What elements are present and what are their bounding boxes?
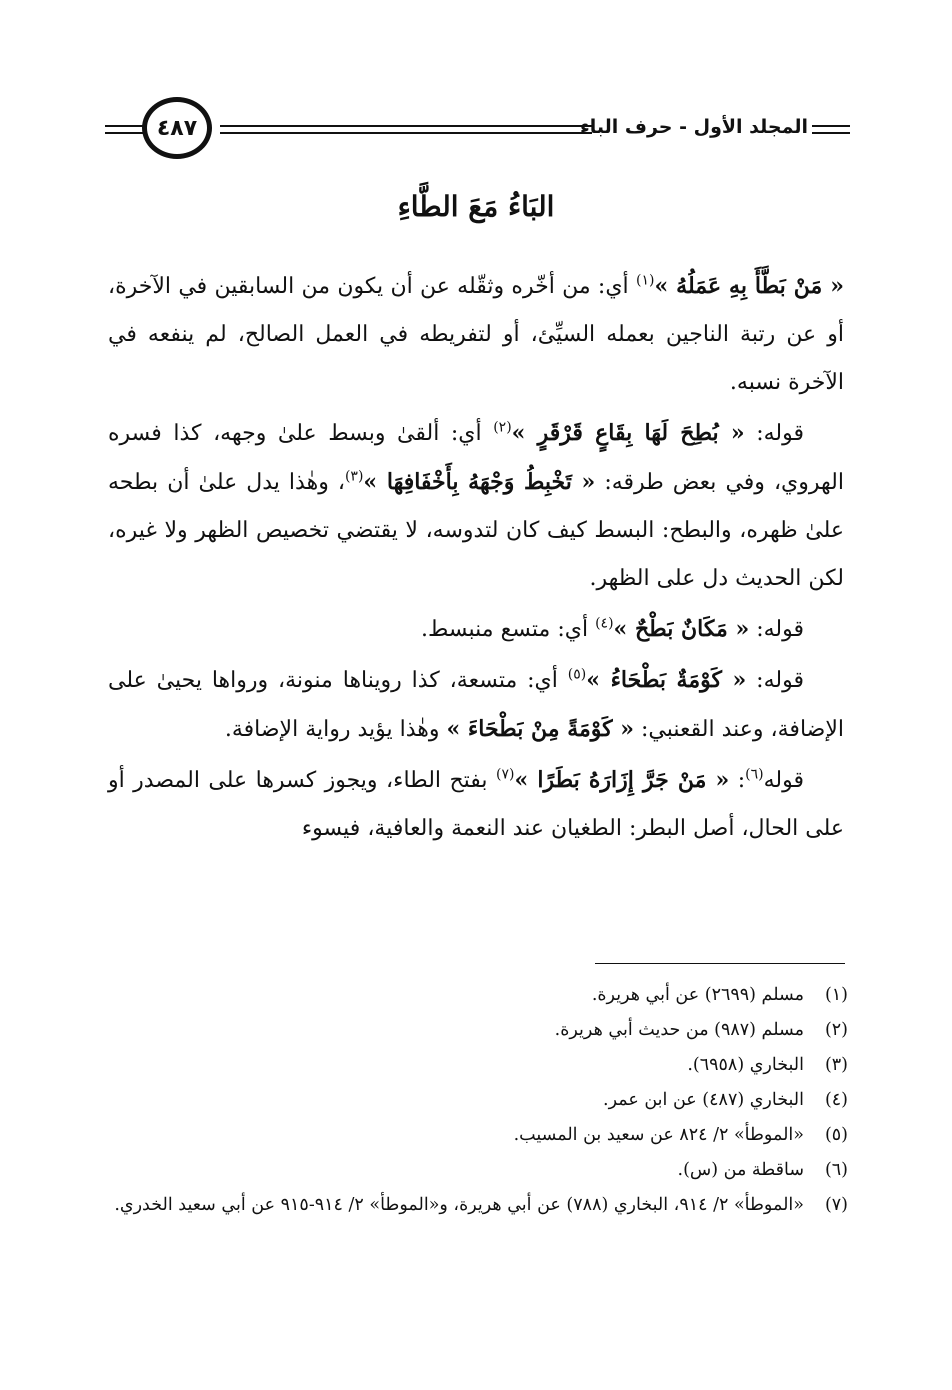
footnote-text: ساقطة من (س). <box>677 1160 804 1180</box>
header-rule-right <box>812 125 850 134</box>
footnote-number: (٦) <box>824 1160 848 1180</box>
text-segment: قوله: <box>746 668 804 693</box>
footnote-item <box>108 1013 848 1048</box>
footnote-reference: (٢) <box>493 419 512 436</box>
footnote-separator <box>595 963 845 964</box>
footnote-item <box>108 1048 848 1083</box>
chapter-title: البَاءُ مَعَ الطَّاءِ <box>397 190 555 223</box>
paragraph <box>108 605 844 654</box>
text-segment: أي: متسع منبسط. <box>421 617 596 642</box>
footnote-number: (١) <box>824 985 848 1005</box>
footnote-reference: (٣) <box>344 468 364 485</box>
footnote-reference: (٦) <box>745 766 764 783</box>
hadith-quote: « بُطِحَ لَهَا بِقَاعٍ قَرْقَرٍ » <box>511 420 745 446</box>
text-segment: : <box>729 768 746 793</box>
footnote-item <box>108 1118 848 1153</box>
footnote-number: (٧) <box>824 1195 848 1215</box>
hadith-quote: « مَنْ جَرَّ إِزَارَهُ بَطَرًا » <box>514 767 730 793</box>
footnote-item <box>108 1153 848 1188</box>
footnote-item <box>108 1188 848 1223</box>
footnote-reference: (١) <box>635 272 655 289</box>
footnote-number: (٢) <box>824 1020 848 1040</box>
text-segment: أي: متسعة، كذا رويناها منونة، ورواها يحيىٰ على الإضافة، وعند القعنبي: <box>108 668 844 742</box>
hadith-quote: « مَنْ بَطَّأَ بِهِ عَمَلُهُ » <box>654 273 844 299</box>
header-rule-middle <box>220 125 592 134</box>
footnote-text: مسلم (٩٨٧) من حديث أبي هريرة. <box>554 1020 804 1040</box>
hadith-quote: « كَوْمَةٌ بَطْحَاءُ » <box>586 667 747 693</box>
footnote-text: «الموطأ» ٢/ ٩١٤، البخاري (٧٨٨) عن أبي هريرة، و«الموطأ» ٢/ ٩١٤-٩١٥ عن أبي سعيد الخدري. <box>114 1195 804 1215</box>
footnote-text: البخاري (٦٩٥٨). <box>687 1055 804 1075</box>
text-segment: قوله <box>763 768 804 793</box>
text-segment: أي: من أخّره وثقّله عن أن يكون من السابقين في الآخرة، أو عن رتبة الناجين بعمله السيِّئ، أو لتفريطه في العمل الصالح، لم ينفعه في الآخرة نسبه. <box>108 274 844 395</box>
paragraph <box>108 409 844 603</box>
footnote-number: (٣) <box>824 1055 848 1075</box>
paragraph <box>108 656 844 754</box>
text-segment: قوله: <box>749 617 804 642</box>
footnote-item <box>108 1083 848 1118</box>
text-segment: ، وهٰذا يدل علىٰ أن بطحه علىٰ ظهره، والبطح: البسط كيف كان لتدوسه، لا يقتضي تخصيص الظهر ولا غيره، لكن الحديث دل على الظهر. <box>108 470 844 591</box>
footnote-text: البخاري (٤٨٧) عن ابن عمر. <box>603 1090 804 1110</box>
footnote-number: (٥) <box>824 1125 848 1145</box>
hadith-quote: « تَخْبِطُ وَجْهَهُ بِأَخْفَافِهَا » <box>363 469 596 495</box>
footnote-item <box>108 978 848 1013</box>
text-segment: قوله: <box>744 421 804 446</box>
footnotes <box>108 978 848 1223</box>
text-segment: وهٰذا يؤيد رواية الإضافة. <box>224 717 447 742</box>
page-header <box>0 95 952 165</box>
footnote-reference: (٧) <box>496 766 515 783</box>
page-number: ٤٨٧ <box>142 97 212 159</box>
paragraph <box>108 262 844 407</box>
text-segment: أي: ألقىٰ وبسط علىٰ وجهه، كذا فسره الهروي، وفي بعض طرقه: <box>108 421 844 495</box>
hadith-quote: « كَوْمَةً مِنْ بَطْحَاءَ » <box>446 716 635 742</box>
footnote-reference: (٤) <box>595 615 614 632</box>
running-title: المجلد الأول - حرف الباء <box>580 116 808 138</box>
footnote-number: (٤) <box>824 1090 848 1110</box>
paragraph <box>108 756 844 853</box>
hadith-quote: « مَكَانٌ بَطْحٌ » <box>613 616 750 642</box>
footnote-text: «الموطأ» ٢/ ٨٢٤ عن سعيد بن المسيب. <box>513 1125 804 1145</box>
body-text <box>108 262 844 855</box>
footnote-reference: (٥) <box>567 666 587 683</box>
footnote-text: مسلم (٢٦٩٩) عن أبي هريرة. <box>591 985 804 1005</box>
text-segment: بفتح الطاء، ويجوز كسرها على المصدر أو على الحال، أصل البطر: الطغيان عند النعمة والعافية، فيسوء <box>108 768 844 841</box>
